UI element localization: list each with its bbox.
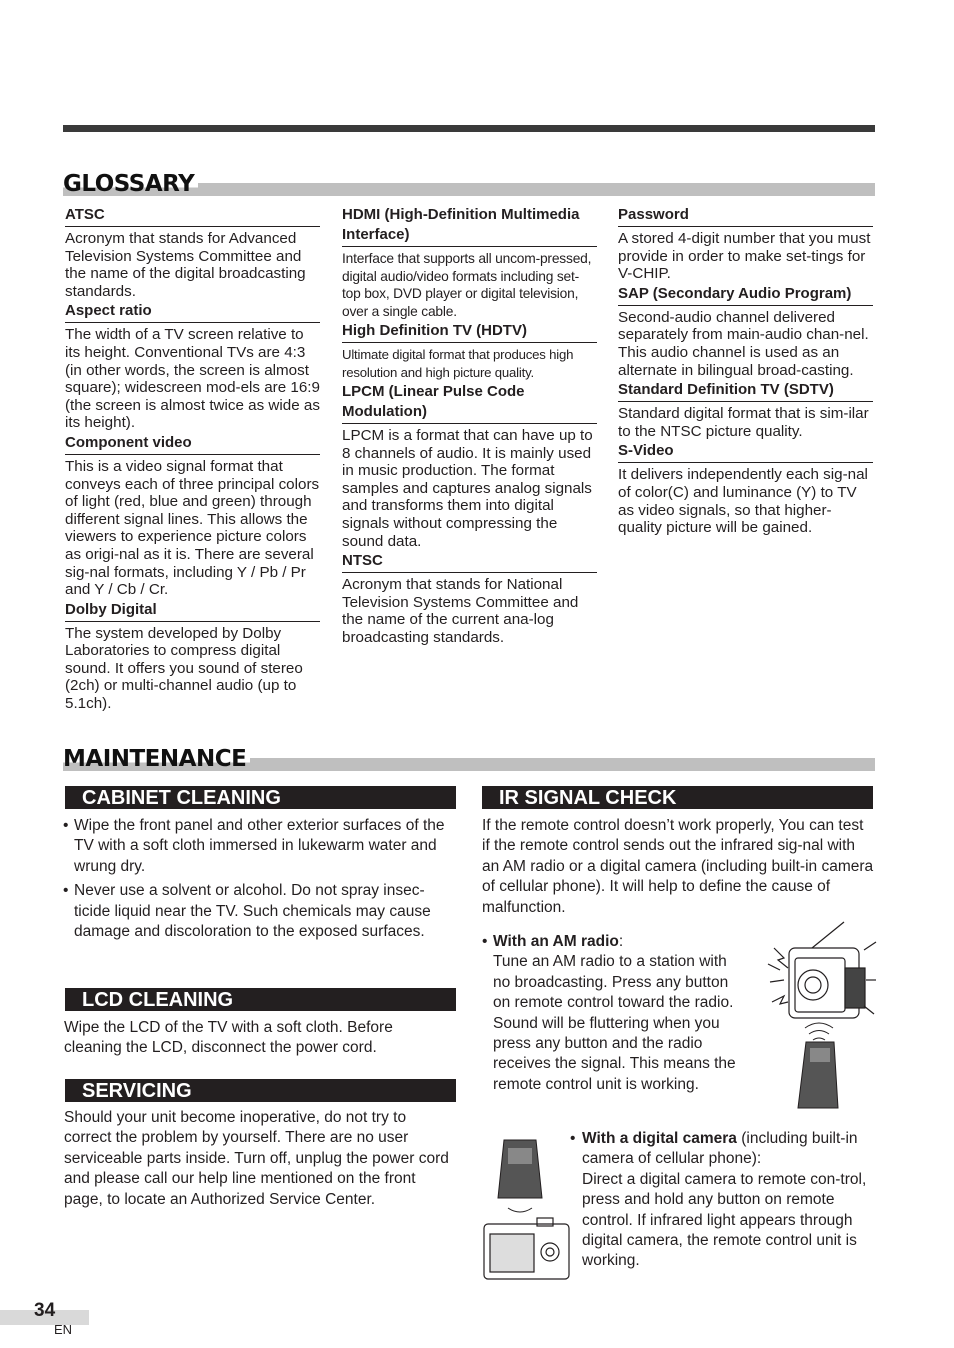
glossary-title: GLOSSARY <box>63 173 198 196</box>
glossary-definition: Interface that supports all uncom-pressed, digital audio/video formats including set-top box, DVD player or digital television, over a single cable. <box>342 251 592 319</box>
page-number: 34 <box>34 1300 56 1321</box>
list-item: • Wipe the front panel and other exterior surfaces of the TV with a soft cloth immersed in lukewarm water and wrung dry. <box>63 816 456 877</box>
cabinet-cleaning-body <box>63 816 456 946</box>
lcd-cleaning-text: Wipe the LCD of the TV with a soft cloth. Before cleaning the LCD, disconnect the power cord. <box>64 1019 393 1057</box>
glossary-definition: The width of a TV screen relative to its height. Conventional TVs are 4:3 (in other words, the screen is almost square); widescreen mod-els are 16:9 (the screen is almost twice as wide as its height). <box>65 326 320 432</box>
glossary-column-2 <box>342 204 597 648</box>
ir-intro-text: If the remote control doesn’t work properly, You can test if the remote control sends out the infrared sig-nal with an AM radio or a digital camera (including built-in camera of cellular phone). It will help to define the cause of malfunction. <box>482 817 874 916</box>
glossary-term: Aspect ratio <box>65 301 320 323</box>
glossary-definition: LPCM is a format that can have up to 8 channels of audio. It is mainly used in music production. The format samples and captures analog signals and transforms them into digital signals without compressing the sound data. <box>342 427 593 550</box>
camera-remote-illustration <box>482 1138 572 1280</box>
glossary-term: High Definition TV (HDTV) <box>342 321 597 343</box>
glossary-term: S-Video <box>618 441 873 463</box>
glossary-term: Standard Definition TV (SDTV) <box>618 380 873 402</box>
language-code: EN <box>54 1322 73 1337</box>
digital-camera-block: • With a digital camera (including built-in camera of cellular phone): Direct a digital camera to remote con-trol, press and hold any button on remote control. If infrared light appears through digital camera, the remote control unit is working. <box>570 1129 874 1272</box>
maintenance-header <box>63 731 875 771</box>
digital-camera-text: Direct a digital camera to remote con-trol, press and hold any button on remote control. If infrared light appears through digital camera, the remote control unit is working. <box>582 1170 867 1270</box>
am-radio-text: Tune an AM radio to a station with no broadcasting. Press any button on remote control toward the radio. Sound will be fluttering when you press any button and the radio receives the signal. This means the remote control unit is working. <box>493 953 736 1093</box>
ir-signal-check-heading: IR SIGNAL CHECK <box>482 786 873 809</box>
glossary-definition: Acronym that stands for Advanced Television Systems Committee and the name of the digital broadcasting standards. <box>65 230 306 300</box>
glossary-definition: Second-audio channel delivered separately from main-audio chan-nel. This audio channel is used as an alternate in bilingual broad-casting. <box>618 308 869 379</box>
maintenance-title: MAINTENANCE <box>63 748 250 771</box>
remote-control-icon <box>798 1023 838 1108</box>
glossary-term: LPCM (Linear Pulse Code Modulation) <box>342 382 597 424</box>
glossary-header <box>63 156 875 196</box>
glossary-term: Dolby Digital <box>65 600 320 622</box>
remote-control-icon <box>498 1140 542 1212</box>
am-radio-label: With an AM radio <box>493 933 619 950</box>
glossary-definition: The system developed by Dolby Laboratories to compress digital sound. It offers you sound of stereo (2ch) or multi-channel audio (up to 5.1ch). <box>65 624 303 713</box>
glossary-definition: Ultimate digital format that produces high resolution and high picture quality. <box>342 347 574 380</box>
glossary-definition: It delivers independently each sig-nal of color(C) and luminance (Y) to TV as video signals, so that higher-quality picture will be gained. <box>618 466 868 537</box>
glossary-definition: A stored 4-digit number that you must provide in order to make set-tings for V-CHIP. <box>618 230 871 283</box>
glossary-term: SAP (Secondary Audio Program) <box>618 284 873 306</box>
glossary-term: NTSC <box>342 551 597 573</box>
camera-icon <box>484 1218 569 1279</box>
digital-camera-label: With a digital camera <box>582 1130 737 1147</box>
glossary-term: HDMI (High-Definition Multimedia Interface) <box>342 205 597 247</box>
glossary-definition: This is a video signal format that conveys each of three principal colors of light (red, blue and green) through different signal lines. This allows the viewers to experience picture colors as origi-nal as it is. There are several sig-nal formats, including Y / Pb / Pr and Y / Cb / Cr. <box>65 457 320 599</box>
glossary-term: Component video <box>65 433 320 455</box>
glossary-definition: Acronym that stands for National Television Systems Committee and the name of the current ana-log broadcasting standards. <box>342 576 579 646</box>
glossary-definition: Standard digital format that is sim-ilar to the NTSC picture quality. <box>618 405 869 440</box>
am-radio-block: • With an AM radio: Tune an AM radio to a station with no broadcasting. Press any button on remote control toward the radio. Sound will be fluttering when you press any button and the radio receives the signal. This means the remote control unit is working. <box>482 932 744 1095</box>
lcd-cleaning-heading: LCD CLEANING <box>65 988 456 1011</box>
cabinet-cleaning-heading: CABINET CLEANING <box>65 786 456 809</box>
servicing-heading: SERVICING <box>65 1079 456 1102</box>
digital-camera-note: (including built-in camera of cellular phone): <box>582 1130 858 1168</box>
radio-icon <box>768 922 876 1018</box>
top-rule <box>63 125 875 132</box>
servicing-text: Should your unit become inoperative, do not try to correct the problem by yourself. There are no user serviceable parts inside. Turn off, unplug the power cord and please call our help line mentioned on the front page, to locate an Authorized Service Center. <box>64 1109 449 1208</box>
list-item: • Never use a solvent or alcohol. Do not spray insec-ticide liquid near the TV. Such chemicals may cause damage and discoloration to the exposed surfaces. <box>63 881 456 942</box>
glossary-column-3 <box>618 204 873 538</box>
glossary-column-1 <box>65 204 320 714</box>
glossary-term: Password <box>618 205 873 227</box>
radio-remote-illustration <box>752 920 880 1115</box>
glossary-term: ATSC <box>65 205 320 227</box>
